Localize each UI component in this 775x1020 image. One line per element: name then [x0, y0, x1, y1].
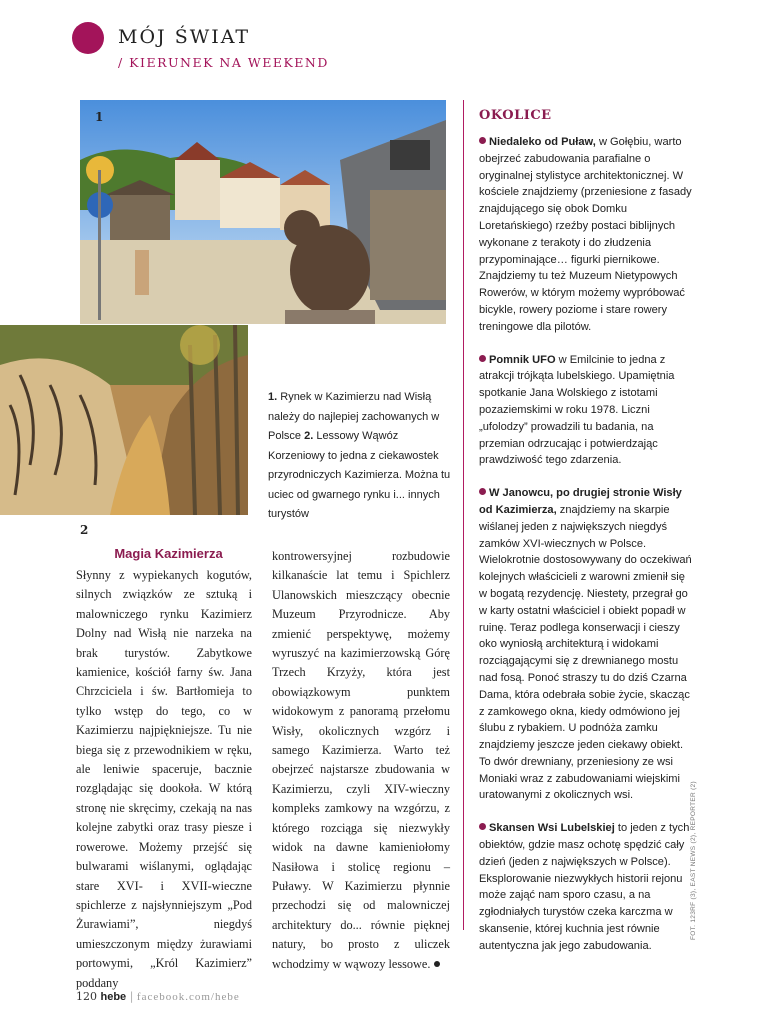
sidebar-item — [479, 820, 694, 954]
caption-text-1: Rynek w Kazimierzu nad Wisłą należy do najlepiej zachowanych w Polsce — [268, 391, 440, 442]
bullet-icon — [479, 137, 486, 144]
article-column-2-text: kontrowersyjnej rozbudowie kilkanaście lat temu i Spichlerz Ulanowskich mieszczący obecnie Muzeum Przyrodnicze. Aby zmienić perspektywę, możemy wyruszyć na kazimierzowską Górę Trzech Krzyży, która jest obowiązkowym punktem widokowym z panoramą przełomu Wisły, okolicznych wzgórz i samego Kazimierza. Warto też obejrzeć najstarsze zbudowania w Kazimierzu, czyli XIV-wieczny kompleks zamkowy na wzgórzu, z którego rozciąga się niezwykły widok na dawne kamieniołomy Nasiłowa i stolicę regionu – Puławy. W Kazimierzu płynnie przechodzi się od malowniczej architektury do... równie pięknej natury, bo prosto z uliczek wchodzimy w wąwozy lessowe. — [272, 549, 450, 971]
caption-text-2: Lessowy Wąwóz Korzeniowy to jedna z ciekawostek przyrodniczych Kazimierza. Można tu uciec od gwarnego rynku i... innych turystów — [268, 430, 451, 520]
sidebar-item — [479, 352, 694, 470]
sidebar-item — [479, 134, 694, 336]
photo-loess-gorge — [0, 325, 248, 515]
article-heading: Magia Kazimierza — [114, 546, 223, 561]
footer-separator: | — [129, 990, 134, 1003]
sidebar-item-lead: W Janowcu, po drugiej stronie Wisły od Kazimierza, — [479, 487, 682, 516]
facebook-link[interactable]: facebook.com/hebe — [136, 991, 240, 1003]
section-dot-icon — [72, 22, 104, 54]
caption-number-1: 1. — [268, 391, 278, 403]
sidebar-title: OKOLICE — [479, 108, 552, 123]
photo-market-square — [80, 100, 446, 324]
sidebar-item-lead: Pomnik UFO — [489, 353, 556, 366]
section-title: MÓJ ŚWIAT — [118, 26, 251, 48]
section-subtitle: / KIERUNEK NA WEEKEND — [118, 55, 329, 70]
end-mark-icon — [434, 961, 440, 967]
sidebar-item-text: znajdziemy na skarpie wiślanej jeden z największych niegdyś zamków XVI-wiecznych w Polsce. Wielokrotnie dostosowywany do oczekiwań kolejnych właścicieli z warowni zmienił się w bogatą rezydencję. Niestety, przegrał go w karty ostatni właściciel i obiekt popadł w ruinę. Teraz podlega konserwacji i cieszy oko wyniosłą architekturą i widokami rozciągającymi się z drewnianego mostu nad fosą. Ponoć straszy tu do dziś Czarna Dama, która odebrała sobie życie, skacząc z zamkowego okna, kiedy odmówiono jej ślubu z rybakiem. U podnóża zamku znajdziemy jeszcze jeden ciekawy obiekt. To dwór drewniany, przeniesiony ze wsi Moniaki wraz z zabudowaniami wiejskimi uratowanymi z okolicznych wsi. — [479, 503, 692, 802]
photo-caption — [268, 388, 458, 525]
sidebar-item-text: to jeden z tych obiektów, gdzie masz ochotę spędzić cały dzień (jeden z największych w Polsce). Eksplorowanie niezwykłych historii rejonu może zająć nam sporo czasu, a na zgłodniałych turystów czeka karczma w skansenie, której kuchnia jest równie autentyczna jak jego zabudowania. — [479, 822, 690, 952]
bullet-icon — [479, 488, 486, 495]
sidebar-item-text: w Gołębiu, warto obejrzeć zabudowania parafialne o oryginalnej stylistyce architektonicznej. W kościele znajdziemy (przeniesione z fasady znajdującego się obok Domku Loretańskiego) rzeźby postaci biblijnych wykonane z terakoty i do złudzenia przypominające… figurki piernikowe. Znajdziemy tu też Muzeum Nietypowych Rowerów, w którym możemy wypróbować bicykle, rowery poziome i stare rowery treningowe dla pilotów. — [479, 136, 692, 333]
page-number: 120 — [76, 990, 97, 1003]
sidebar-item-lead: Skansen Wsi Lubelskiej — [489, 822, 615, 835]
bullet-icon — [479, 355, 486, 362]
column-divider — [463, 100, 464, 930]
magazine-brand: hebe — [100, 991, 127, 1003]
article-column-2 — [272, 547, 450, 974]
sidebar-item-text: w Emilcinie to jedna z atrakcji trójkąta lubelskiego. Upamiętnia spotkanie Jana Wolskiego z istotami pozaziemskimi w roku 1978. Liczni „ufolodzy” prowadzili tu badania, na przemian odrzucając i potwierdzając prawdziwość tego zdarzenia. — [479, 353, 675, 467]
page-footer — [76, 990, 240, 1003]
photo-credit: FOT. 123RF (3), EAST NEWS (2), REPORTER (2) — [690, 781, 697, 940]
photo1-number: 1 — [95, 110, 104, 124]
sidebar-item-lead: Niedaleko od Puław, — [489, 136, 596, 148]
bullet-icon — [479, 823, 486, 830]
sidebar-text — [479, 134, 694, 971]
sidebar-item — [479, 485, 694, 804]
caption-number-2: 2. — [304, 430, 314, 442]
photo2-number: 2 — [80, 523, 89, 537]
article-column-1: Słynny z wypiekanych kogutów, silnych związków ze sztuką i malowniczego rynku Kazimierz Dolny nad Wisłą nie narzeka na brak turystów. Zabytkowe kamienice, kościół farny św. Jana Chrzciciela i św. Bartłomieja to tylko wstęp do tego, co w Kazimierzu najpiękniejsze. Tu nie biega się z przewodnikiem w ręku, ale leniwie spaceruje, bacznie rozglądając się dookoła. W którą stronę nie skręcimy, czekają na nas kolejne zabytki oraz trasy piesze i rowerowe. Możemy przejść się bulwarami wiślanymi, oglądając stare XVI- i XVII-wieczne spichlerze z najsłynniejszym „Pod Żurawiami”, niegdyś umieszczonym między żurawiami portowymi, „Król Kazimierz” poddany — [76, 568, 252, 990]
